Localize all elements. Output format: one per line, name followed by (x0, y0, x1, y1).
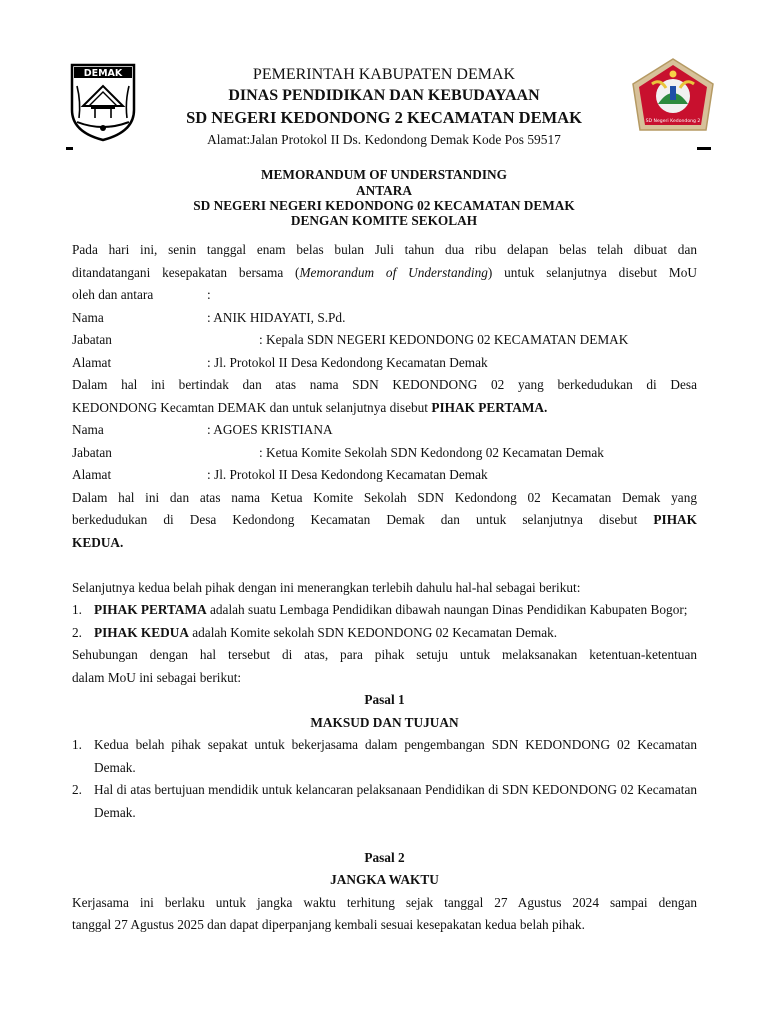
pasal1-number: Pasal 1 (364, 692, 405, 707)
statements-intro: Selanjutnya kedua belah pihak dengan ini menerangkan terlebih dahulu hal-hal sebagai berikut: (72, 579, 581, 595)
party1-desc-line-1: Dalam hal ini bertindak dan atas nama SDN KEDONDONG 02 yang berkedudukan di Desa (72, 377, 697, 392)
title-mou: MEMORANDUM OF UNDERSTANDING (261, 167, 507, 182)
intro-line-1: Pada hari ini, senin tanggal enam belas bulan Juli tahun dua ribu delapan belas telah dibuat dan (72, 242, 697, 257)
school-emblem-caption: SD Negeri Kedondong 2 (645, 119, 701, 124)
kop-school-name: SD NEGERI KEDONDONG 2 KECAMATAN DEMAK (186, 108, 582, 127)
pasal2-heading: JANGKA WAKTU (330, 872, 439, 887)
party2-desc-line-1: Dalam hal ini dan atas nama Ketua Komite Sekolah SDN Kedondong 02 Kecamatan Demak yang (72, 489, 697, 505)
pasal2-line-1: Kerjasama ini berlaku untuk jangka waktu terhitung sejak tanggal 27 Agustus 2024 sampai dengan (72, 894, 697, 910)
emblem-lettering: DEMAK (83, 68, 123, 79)
title-party-school: SD NEGERI NEGERI KEDONDONG 02 KECAMATAN DEMAK (193, 198, 575, 213)
party2-designation-a: PIHAK (653, 512, 697, 527)
party2-nama-row: Nama : AGOES KRISTIANA (72, 422, 333, 437)
header-rule-mark-right (697, 147, 711, 150)
party1-jabatan-row: Jabatan : Kepala SDN NEGERI KEDONDONG 02 KECAMATAN DEMAK (72, 332, 629, 347)
party2-designation-b: KEDUA. (72, 534, 124, 550)
intro-italic-term: Memorandum of Understanding (299, 264, 488, 280)
demak-emblem-logo (69, 62, 137, 142)
kop-address: Alamat:Jalan Protokol II Ds. Kedondong Demak Kode Pos 59517 (207, 132, 561, 147)
party2-desc-line-2: berkedudukan di Desa Kedondong Kecamatan Demak dan untuk selanjutnya disebut PIHAK (72, 512, 697, 527)
statements-closing-line-2: dalam MoU ini sebagai berikut: (72, 669, 242, 685)
party2-alamat-row: Alamat : Jl. Protokol II Desa Kedondong Kecamatan Demak (72, 467, 488, 482)
pasal1-item-1: 1. Kedua belah pihak sepakat untuk bekerjasama dalam pengembangan SDN KEDONDONG 02 Kecamatan Demak. (72, 737, 697, 775)
statements-closing-line-1: Sehubungan dengan hal tersebut di atas, para pihak setuju untuk melaksanakan ketentuan-ketentuan (72, 647, 697, 662)
pasal2-line-2: tanggal 27 Agustus 2025 dan dapat diperpanjang kembali sesuai kesepakatan kedua belah pihak. (72, 917, 585, 932)
pasal2-number: Pasal 2 (364, 849, 405, 865)
school-emblem-logo (628, 56, 718, 136)
statement-item-2: 2. PIHAK KEDUA adalah Komite sekolah SDN KEDONDONG 02 Kecamatan Demak. (72, 624, 558, 640)
party1-nama-row: Nama : ANIK HIDAYATI, S.Pd. (72, 309, 346, 325)
party1-desc-line-2: KEDONDONG Kecamtan DEMAK dan untuk selanjutnya disebut PIHAK PERTAMA. (72, 399, 548, 415)
party1-designation: PIHAK PERTAMA. (431, 399, 548, 415)
header-rule-mark-left (66, 147, 73, 150)
party2-jabatan-row: Jabatan : Ketua Komite Sekolah SDN Kedondong 02 Kecamatan Demak (72, 444, 604, 460)
title-party-committee: DENGAN KOMITE SEKOLAH (290, 213, 478, 228)
party2-desc-line-3 (72, 532, 697, 555)
document-body (72, 239, 697, 937)
kop-department: DINAS PENDIDIKAN DAN KEBUDAYAAN (228, 87, 540, 104)
kop-government: PEMERINTAH KABUPATEN DEMAK (252, 66, 516, 83)
intro-line-2: ditandatangani kesepakatan bersama (Memorandum of Understanding) untuk selanjutnya disebut MoU (72, 264, 697, 280)
intro-line-3: oleh dan antara : (72, 287, 211, 302)
title-between: ANTARA (356, 183, 412, 198)
party1-alamat-row: Alamat : Jl. Protokol II Desa Kedondong Kecamatan Demak (72, 354, 488, 370)
statement-item-1: 1. PIHAK PERTAMA adalah suatu Lembaga Pendidikan dibawah naungan Dinas Pendidikan Kabupaten Bogor; (72, 602, 688, 617)
pasal1-heading: MAKSUD DAN TUJUAN (310, 714, 459, 730)
pasal1-item-2: 2. Hal di atas bertujuan mendidik untuk kelancaran pelaksanaan Pendidikan di SDN KEDONDONG 02 Kecamatan Demak. (72, 782, 697, 820)
